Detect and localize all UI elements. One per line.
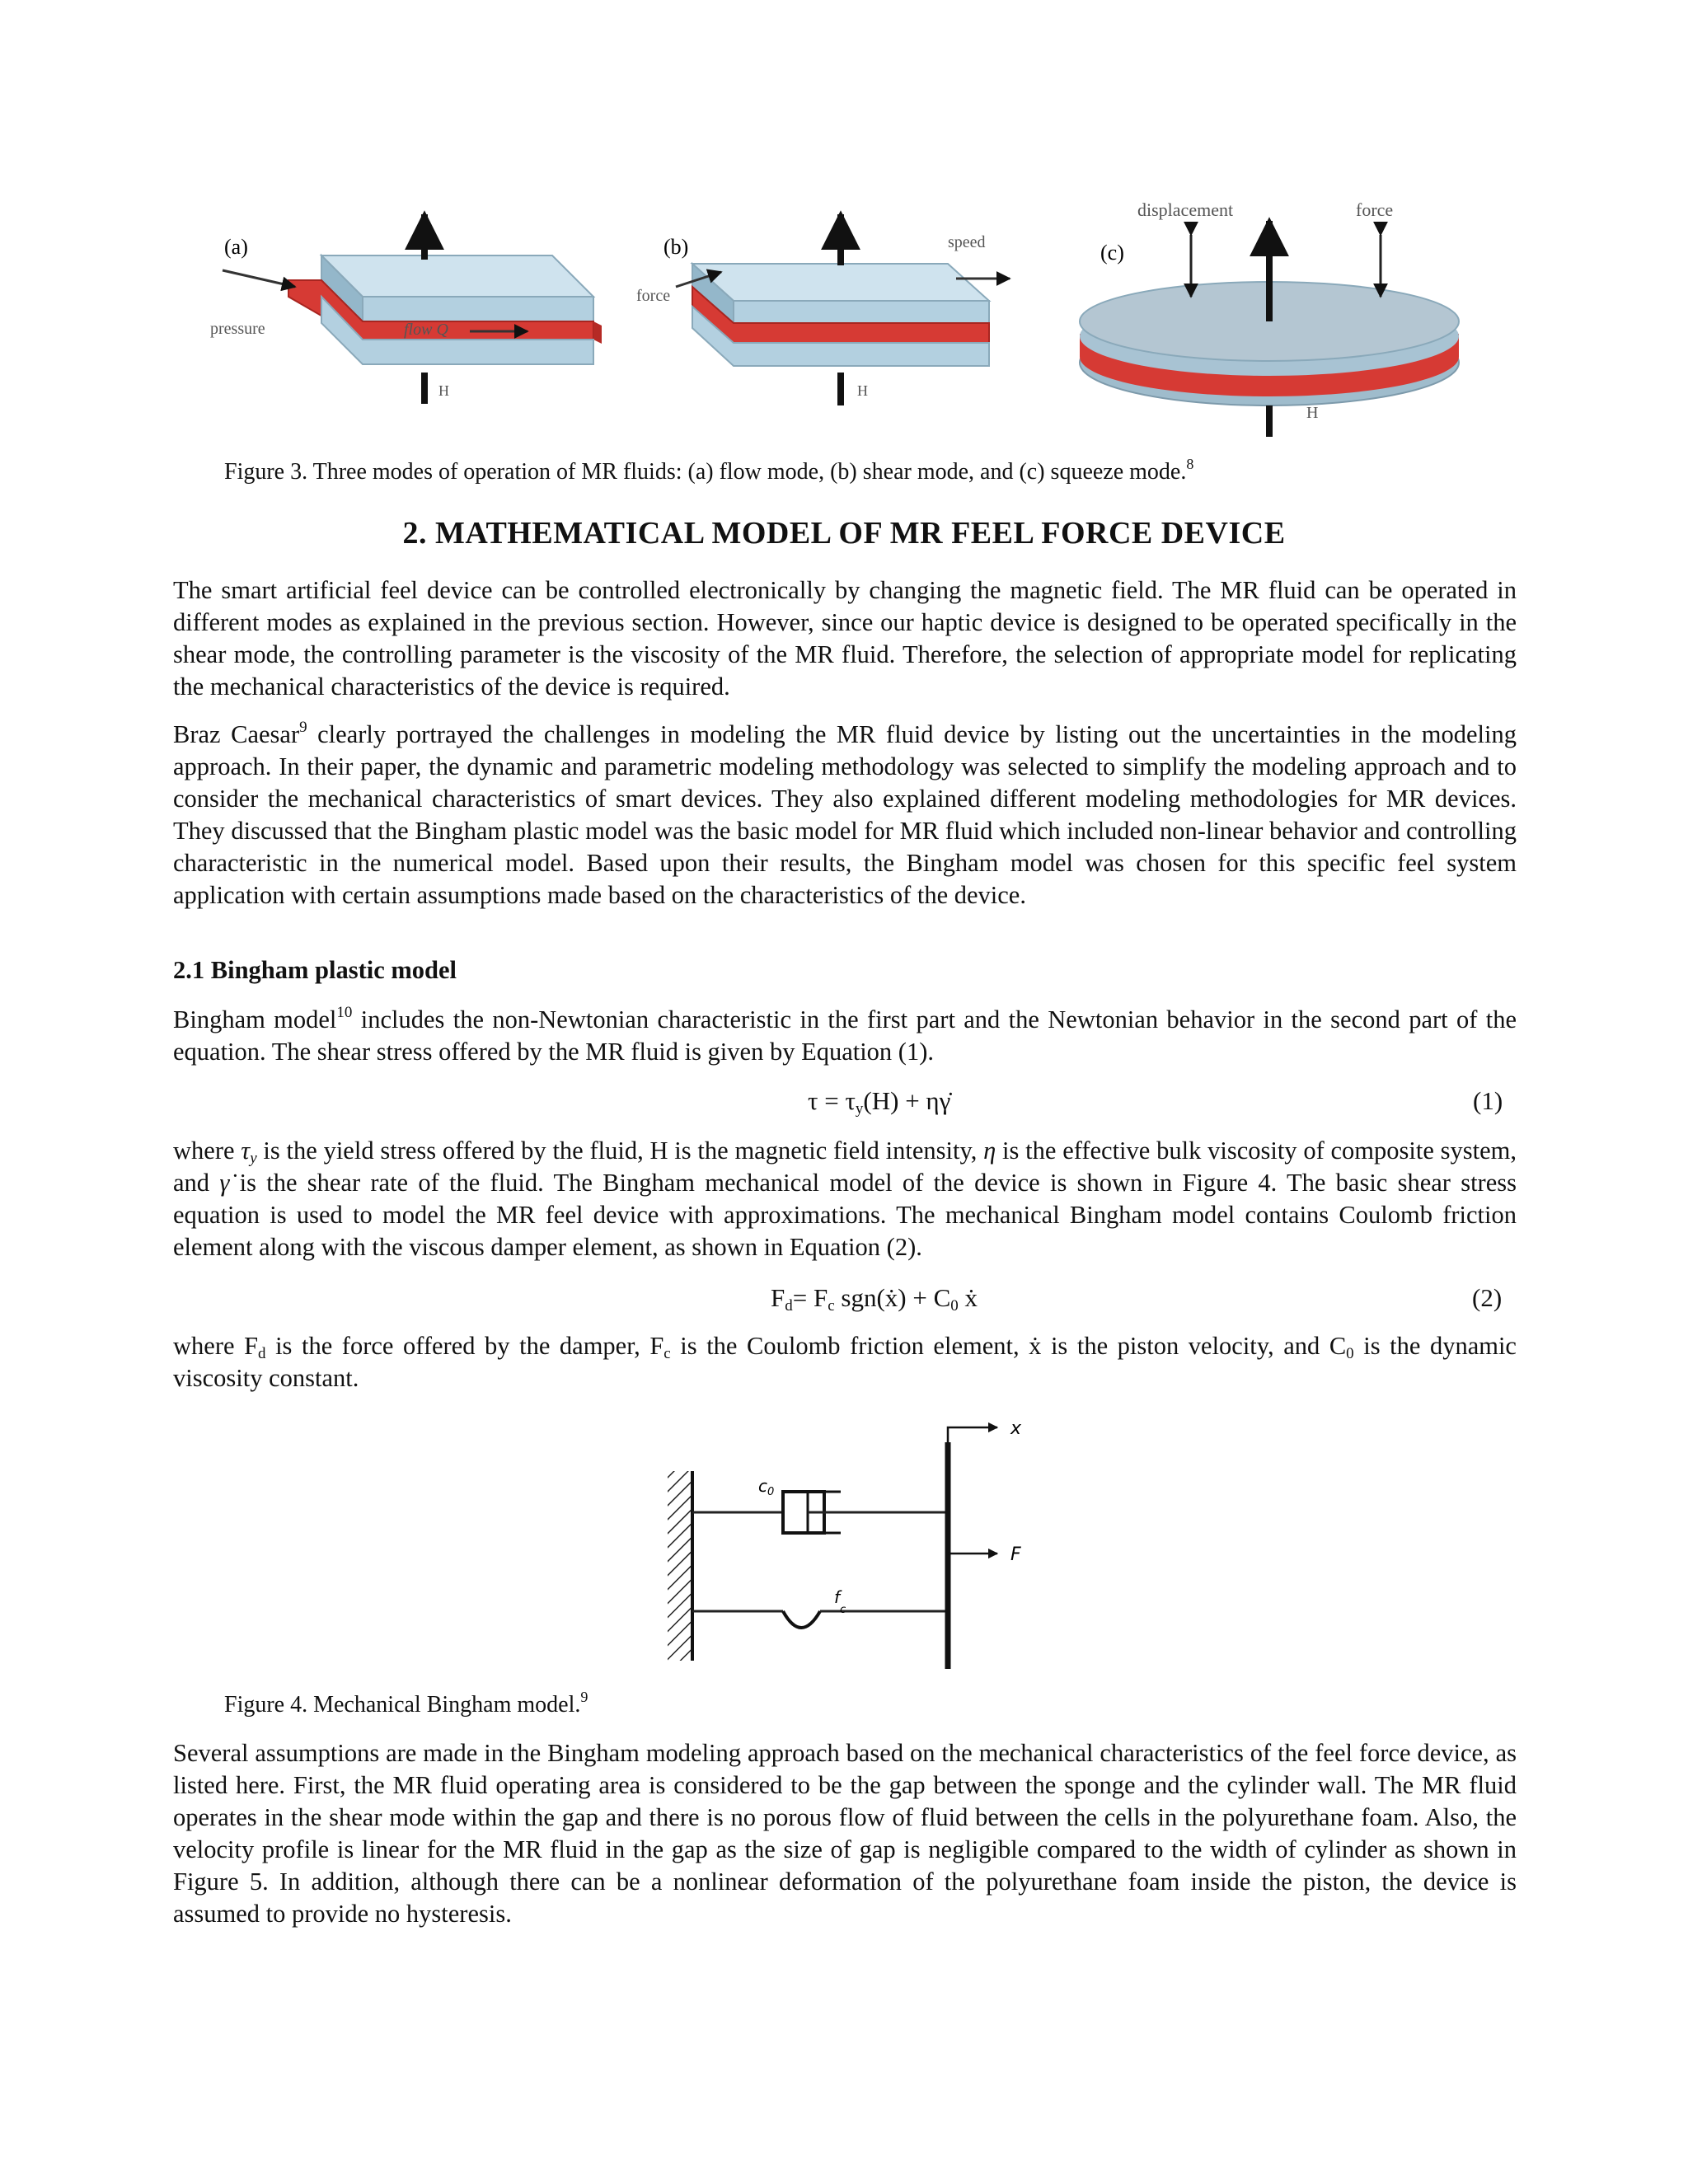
citation-ref: 10: [336, 1004, 353, 1021]
x-label: x: [1010, 1418, 1022, 1439]
equation-1: [808, 1085, 950, 1118]
p4-seg: is the effective bulk viscosity of composite system, and: [173, 1137, 1517, 1197]
eta-symbol: η: [983, 1137, 996, 1165]
gamma-dot-symbol: γ̇: [219, 1169, 230, 1197]
force-label: force: [636, 287, 671, 305]
displacement-label: displacement: [1137, 199, 1234, 220]
p4-seg: where: [173, 1137, 241, 1165]
tau-symbol: τ: [241, 1137, 251, 1165]
top-plate: [321, 255, 593, 297]
equation-2: [771, 1282, 978, 1315]
coulomb-friction-element: [783, 1611, 820, 1628]
panel-a-label: (a): [224, 235, 248, 259]
eq1-rhs: (H) + ηγ̇: [863, 1086, 951, 1115]
figure-4-caption-text: Figure 4. Mechanical Bingham model.: [224, 1692, 581, 1718]
figure-3-illustration: [206, 190, 1525, 462]
panel-a-flow-mode: [210, 214, 602, 404]
figure-3: [206, 190, 1525, 462]
field-label: H: [857, 382, 868, 399]
tau-sub: y: [250, 1150, 257, 1167]
p5-sub: c: [663, 1345, 671, 1362]
equation-2-number: (2): [1472, 1283, 1503, 1312]
panel-c-squeeze-mode: [1080, 199, 1459, 437]
panel-b-label: (b): [663, 235, 689, 259]
pressure-label: pressure: [210, 320, 265, 338]
paragraph-3-lead: Bingham model: [173, 1005, 337, 1033]
field-label: H: [438, 382, 449, 399]
figure-3-caption-text: Figure 3. Three modes of operation of MR fluids: (a) flow mode, (b) shear mode, and (c) squeeze mode.: [224, 459, 1187, 485]
panel-b-shear-mode: [636, 214, 1010, 405]
eq1-lhs: τ = τ: [808, 1086, 856, 1115]
paragraph-4: [173, 1135, 1517, 1263]
subsection-title: 2.1 Bingham plastic model: [173, 956, 457, 984]
citation-ref: 9: [299, 719, 307, 736]
figure-4-caption-ref: 9: [580, 1689, 588, 1705]
paragraph-2-text: clearly portrayed the challenges in modeling the MR fluid device by listing out the uncertainties in the modeling approach. In their paper, the dynamic and parametric modeling methodology was selected to simplify the modeling approach and to consider the mechanical characteristics of smart devices. They also explained different modeling methodologies for MR devices. They discussed that the Bingham plastic model was the basic model for MR fluid which included non-linear behavior and controlling characteristic in the numerical model. Based upon their results, the Bingham model was chosen for this specific feel system application with certain assumptions made based on the characteristics of the device.: [173, 720, 1517, 909]
p4-seg: is the shear rate of the fluid. The Bingham mechanical model of the device is shown in Figure 4. The basic shear stress equation is used to model the MR feel device with approximations. The mechanical Bingham model contains Coulomb friction element along with the viscous damper element, as shown in Equation (2).: [173, 1169, 1517, 1261]
eq2-seg: F: [771, 1283, 785, 1312]
eq2-sub: c: [828, 1297, 835, 1315]
eq2-sub: 0: [950, 1297, 959, 1315]
paragraph-3: [173, 1004, 1517, 1068]
figure-3-caption-ref: 8: [1186, 456, 1194, 472]
panel-c-label: (c): [1100, 241, 1124, 265]
fc-label: $f_c$: [834, 1587, 846, 1616]
p5-sub: 0: [1346, 1345, 1354, 1362]
paragraph-2: [173, 719, 1517, 912]
eq2-seg: = F: [792, 1283, 828, 1312]
paragraph-6: Several assumptions are made in the Bingham modeling approach based on the mechanical characteristics of the feel force device, as listed here. First, the MR fluid operating area is considered to be the gap between the sponge and the cylinder wall. The MR fluid operates in the shear mode within the gap and there is no porous flow of fluid between the cells in the polyurethane foam. Also, the velocity profile is linear for the MR fluid in the gap as the size of gap is negligible compared to the width of cylinder as shown in Figure 5. In addition, although there can be a nonlinear deformation of the polyurethane foam inside the piston, the device is assumed to provide no hysteresis.: [173, 1739, 1517, 1928]
pressure-arrow-icon: [223, 270, 295, 287]
x-direction-arrow-icon: [948, 1427, 997, 1459]
flow-label: flow Q: [404, 321, 448, 339]
fixed-wall: [668, 1471, 692, 1661]
field-label: H: [1306, 404, 1319, 422]
p5-seg: is the force offered by the damper, F: [265, 1332, 664, 1360]
paragraph-3-text: includes the non-Newtonian characteristic in the first part and the Newtonian behavior in the second part of the equation. The shear stress offered by the MR fluid is given by Equation (1).: [173, 1005, 1517, 1066]
section-title: 2. MATHEMATICAL MODEL OF MR FEEL FORCE DEVICE: [402, 516, 1286, 551]
p5-seg: is the Coulomb friction element, ẋ is the piston velocity, and C: [670, 1332, 1347, 1360]
eq2-seg: ẋ: [958, 1283, 978, 1312]
figure-3-caption: [224, 458, 1193, 486]
eq2-seg: sgn(ẋ) + C: [834, 1283, 951, 1312]
figure-4: [651, 1409, 1063, 1673]
p4-seg: is the yield stress offered by the fluid, H is the magnetic field intensity,: [256, 1137, 984, 1165]
f-label: F: [1010, 1544, 1021, 1565]
speed-label: speed: [948, 233, 986, 251]
author-name: Braz Caesar: [173, 720, 300, 748]
paragraph-5: [173, 1330, 1517, 1394]
c0-label: $c_0$: [758, 1476, 775, 1498]
p5-sub: d: [258, 1345, 266, 1362]
eq1-sub: y: [855, 1100, 864, 1118]
paragraph-1: The smart artificial feel device can be controlled electronically by changing the magnetic field. The MR fluid can be operated in different modes as explained in the previous section. However, since our haptic device is designed to be operated specifically in the shear mode, the controlling parameter is the viscosity of the MR fluid. Therefore, the selection of appropriate model for replicating the mechanical characteristics of the device is required.: [173, 576, 1517, 701]
figure-4-caption: [224, 1691, 588, 1719]
top-plate-front: [363, 297, 593, 321]
mr-fluid-edge: [593, 321, 602, 344]
equation-1-number: (1): [1473, 1086, 1503, 1115]
p5-seg: is the dynamic viscosity constant.: [173, 1332, 1517, 1392]
eq2-sub: d: [785, 1297, 793, 1315]
top-plate: [692, 264, 989, 301]
p5-seg: where F: [173, 1332, 259, 1360]
bingham-model-diagram: [651, 1409, 1063, 1673]
top-plate-front: [734, 301, 989, 323]
force-label: force: [1356, 199, 1394, 220]
